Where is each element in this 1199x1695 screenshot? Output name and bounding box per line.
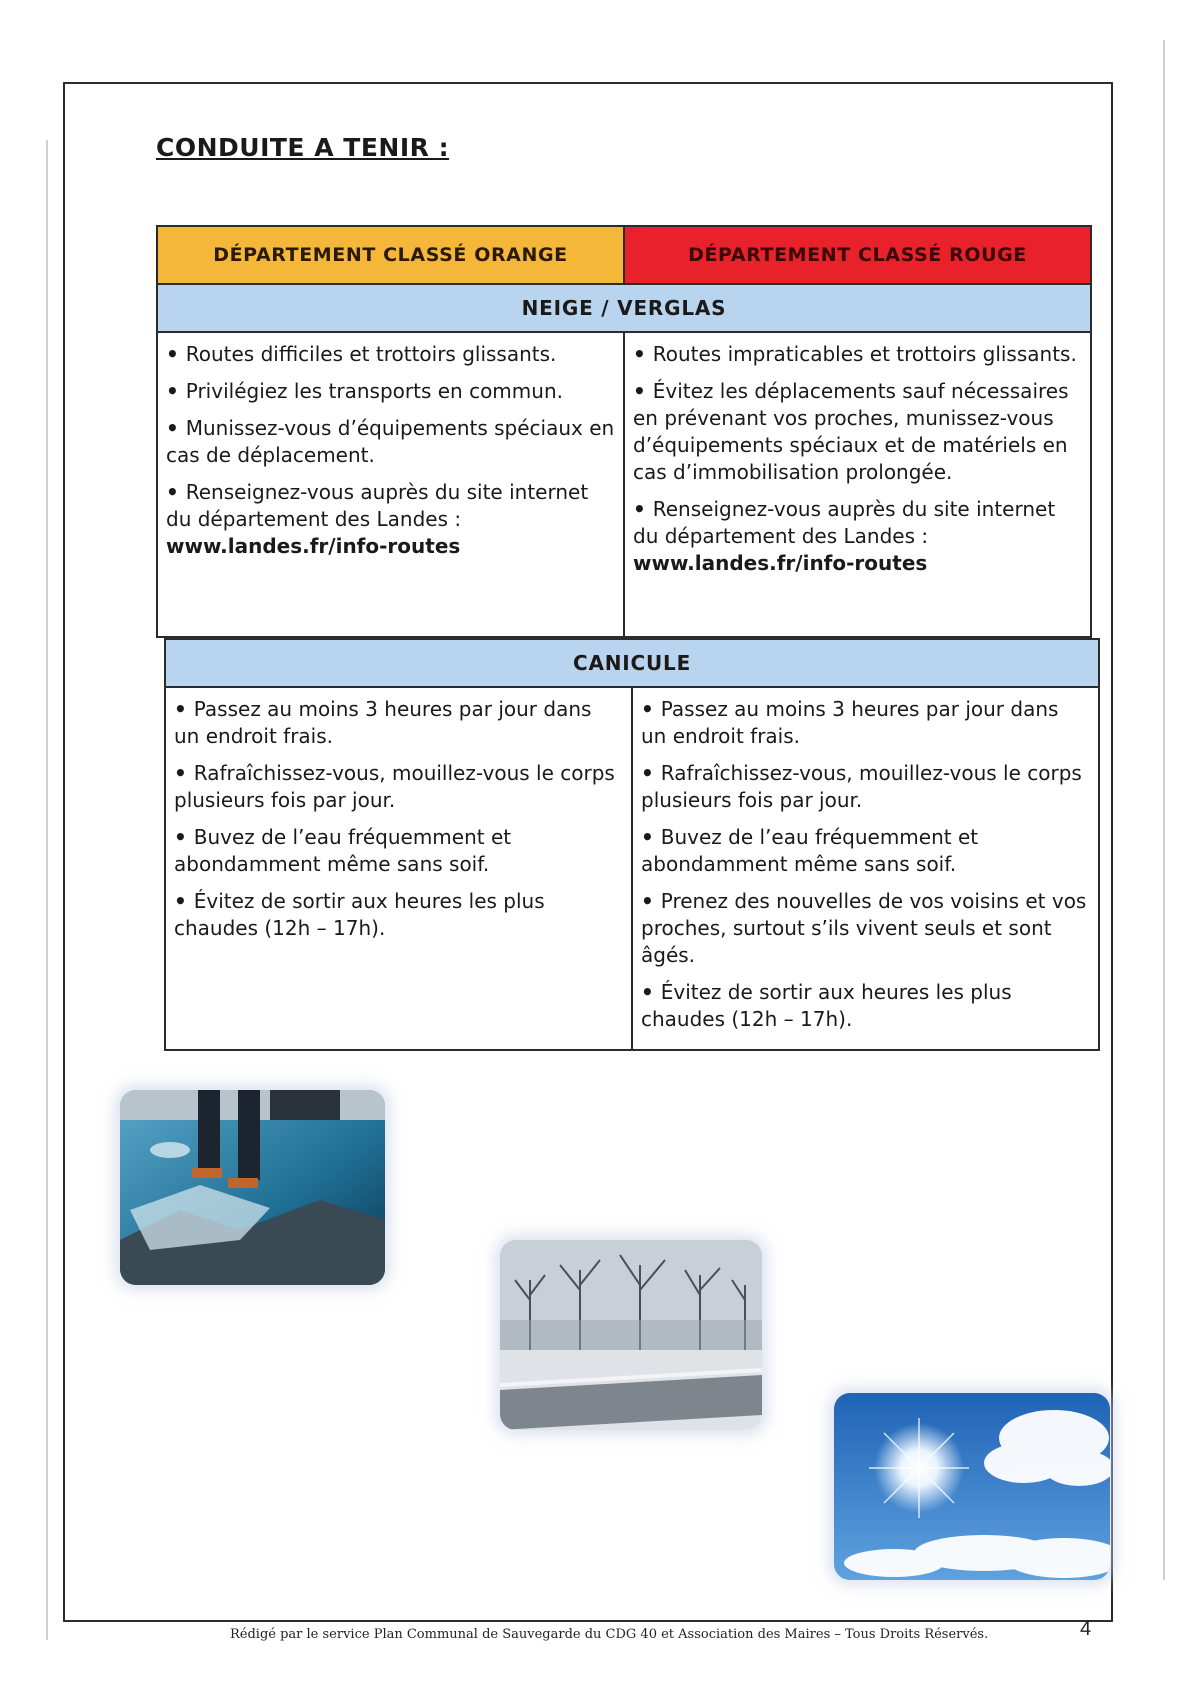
page-title: CONDUITE A TENIR :	[156, 133, 450, 162]
section-neige-columns	[156, 333, 1092, 638]
neige-orange-column	[158, 333, 623, 636]
list-item-with-link	[633, 496, 1082, 577]
list-item: • Privilégiez les transports en commun.	[166, 378, 615, 405]
department-header-row	[156, 225, 1092, 285]
list-item: • Évitez les déplacements sauf nécessaires en prévenant vos proches, munissez-vous d’équipements spéciaux et de matériels en cas d’immobilisation prolongée.	[633, 378, 1082, 486]
list-item: • Passez au moins 3 heures par jour dans un endroit frais.	[641, 696, 1090, 750]
list-item: • Routes impraticables et trottoirs glissants.	[633, 341, 1082, 368]
list-item-text: • Renseignez-vous auprès du site internet du département des Landes :	[166, 480, 588, 531]
photo-sunny-sky	[834, 1393, 1110, 1580]
header-red: DÉPARTEMENT CLASSÉ ROUGE	[625, 227, 1090, 283]
page-number: 4	[1080, 1618, 1092, 1640]
header-orange: DÉPARTEMENT CLASSÉ ORANGE	[158, 227, 625, 283]
info-routes-link[interactable]: www.landes.fr/info-routes	[166, 534, 461, 558]
photo-snowy-road	[500, 1240, 762, 1430]
list-item: • Passez au moins 3 heures par jour dans un endroit frais.	[174, 696, 623, 750]
list-item: • Évitez de sortir aux heures les plus chaudes (12h – 17h).	[641, 979, 1090, 1033]
scan-edge-left	[46, 140, 48, 1640]
section-title-neige: NEIGE / VERGLAS	[156, 283, 1092, 333]
photo-icy-sidewalk	[120, 1090, 385, 1285]
list-item-text: • Renseignez-vous auprès du site internet du département des Landes :	[633, 497, 1055, 548]
scan-edge-right	[1163, 40, 1165, 1580]
list-item: • Prenez des nouvelles de vos voisins et vos proches, surtout s’ils vivent seuls et sont âgés.	[641, 888, 1090, 969]
list-item: • Buvez de l’eau fréquemment et abondamment même sans soif.	[174, 824, 623, 878]
list-item: • Évitez de sortir aux heures les plus chaudes (12h – 17h).	[174, 888, 623, 942]
icy-sidewalk-image	[120, 1090, 385, 1285]
list-item: • Rafraîchissez-vous, mouillez-vous le corps plusieurs fois par jour.	[174, 760, 623, 814]
section-title-canicule: CANICULE	[164, 638, 1100, 688]
sunny-sky-image	[834, 1393, 1110, 1580]
section-canicule-columns	[164, 688, 1100, 1051]
neige-red-column	[623, 333, 1090, 636]
list-item: • Buvez de l’eau fréquemment et abondamment même sans soif.	[641, 824, 1090, 878]
list-item-with-link	[166, 479, 615, 560]
snowy-road-image	[500, 1240, 762, 1430]
footer-credit: Rédigé par le service Plan Communal de Sauvegarde du CDG 40 et Association des Maires – Tous Droits Réservés.	[230, 1627, 989, 1642]
list-item: • Routes difficiles et trottoirs glissants.	[166, 341, 615, 368]
list-item: • Munissez-vous d’équipements spéciaux en cas de déplacement.	[166, 415, 615, 469]
list-item: • Rafraîchissez-vous, mouillez-vous le corps plusieurs fois par jour.	[641, 760, 1090, 814]
info-routes-link[interactable]: www.landes.fr/info-routes	[633, 551, 928, 575]
canicule-orange-column	[166, 688, 631, 1049]
canicule-red-column	[631, 688, 1098, 1049]
